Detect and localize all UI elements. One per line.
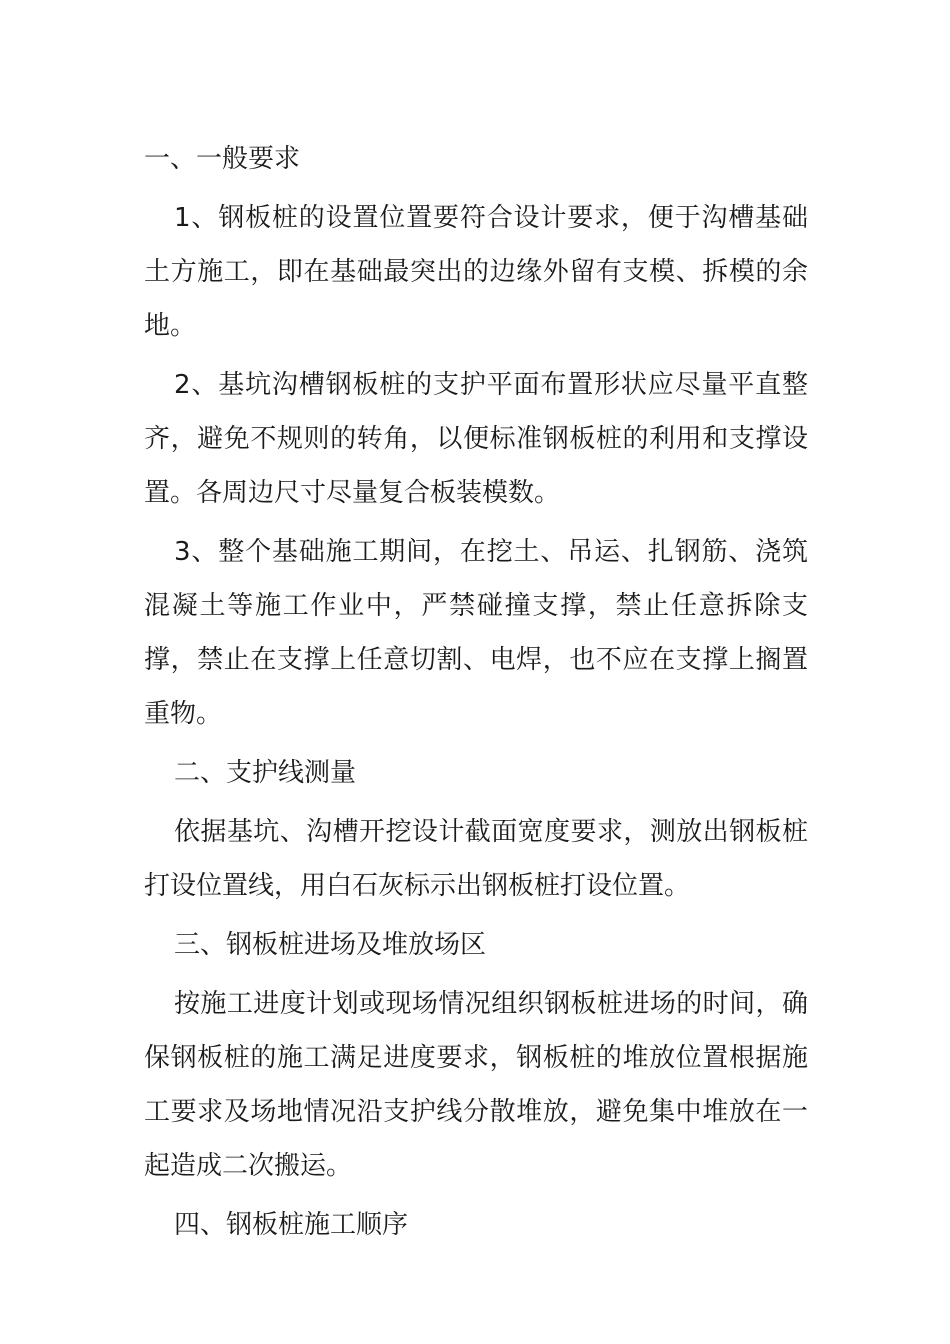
paragraph-item-2: 2、基坑沟槽钢板桩的支护平面布置形状应尽量平直整齐，避免不规则的转角，以便标准钢板桩的利用和支撑设置。各周边尺寸尽量复合板装模数。 (144, 370, 808, 508)
section-heading-general-requirements: 一、一般要求 (144, 144, 301, 174)
paragraph-storage: 按施工进度计划或现场情况组织钢板桩进场的时间，确保钢板桩的施工满足进度要求，钢板桩的堆放位置根据施工要求及场地情况沿支护线分散堆放，避免集中堆放在一起造成二次搬运。 (144, 989, 808, 1181)
paragraph-item-3: 3、整个基础施工期间，在挖土、吊运、扎钢筋、浇筑混凝土等施工作业中，严禁碰撞支撑，禁止任意拆除支撑，禁止在支撑上任意切割、电焊，也不应在支撑上搁置重物。 (144, 537, 808, 729)
paragraph-item-1: 1、钢板桩的设置位置要符合设计要求，便于沟槽基础土方施工，即在基础最突出的边缘外留有支模、拆模的余地。 (144, 203, 808, 341)
section-heading-survey: 二、支护线测量 (174, 758, 357, 788)
section-heading-storage: 三、钢板桩进场及堆放场区 (174, 930, 487, 960)
paragraph-survey: 依据基坑、沟槽开挖设计截面宽度要求，测放出钢板桩打设位置线，用白石灰标示出钢板桩打设位置。 (144, 817, 808, 901)
document-body (144, 132, 808, 1252)
section-heading-sequence: 四、钢板桩施工顺序 (174, 1210, 409, 1240)
